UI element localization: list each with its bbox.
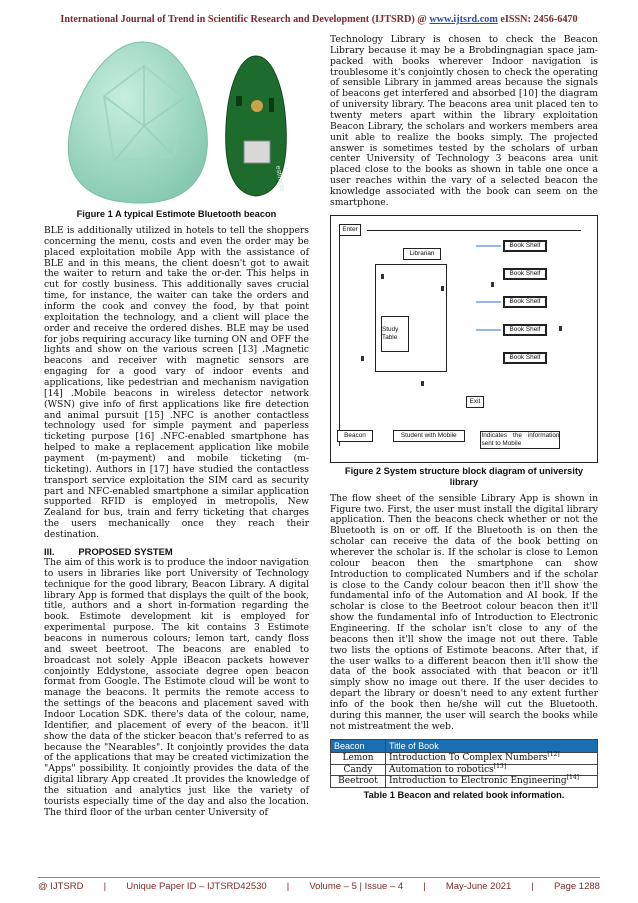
book-title: Introduction To Complex Numbers bbox=[389, 753, 548, 764]
book-shelf: Book Shelf bbox=[503, 324, 547, 336]
book-title: Automation to robotics bbox=[389, 764, 494, 775]
issn: eISSN: 2456-6470 bbox=[500, 14, 578, 25]
signal-arrows bbox=[331, 216, 597, 416]
table-cell bbox=[386, 764, 598, 776]
footer-paper-id: Unique Paper ID – IJTSRD42530 bbox=[126, 881, 267, 892]
table-cell: Beetroot bbox=[331, 776, 386, 788]
legend bbox=[337, 430, 560, 449]
journal-url[interactable]: www.ijtsrd.com bbox=[429, 14, 498, 25]
ref: [12] bbox=[547, 751, 560, 759]
legend-student: Student with Mobile bbox=[393, 430, 465, 442]
body-paragraph: BLE is additionally utilized in hotels to tell the shoppers concerning the menu, costs and even the order may be placed exploitation mobile App with the assistance of BLE and in this means, the client doesn't got to await the waiter to return and take the or-der. This helps in cut for costly business. This additionally saves crucial time, for instance, the waiter can take the orders and inform the cook and convey the food, by that point exploitation the technology, and a client will place the order and receive the ordered dishes. BLE may be used for jobs requiring accuracy like turning ON and OFF the lights and show on the various screen [13] .Magnetic beacons and receiver with magnetic sensors are engaging for a good vary of indoor events and applications, like pedestrian and mechanism navigation [14] .Mobile beacons in wireless detector network (WSN) give info of first applications like fire detection and animal pursuit [15] .NFC is another contactless technology used for simple payment and paperless ticketing purpose [16] .NFC-enabled smartphone has helped to make a replacement application like mobile payment (m-payment) and mobile ticketing (m-ticketing). Authors in [17] have studied the contactless transport service exploitation the SIM card as security part and NFC-enabled smartphone a similar application supported RFID is employed in metropolis, New Zealand for bus, train and ferry ticketing that charges the users mechanically once they reach their destination. bbox=[44, 224, 309, 541]
footer-journal: @ IJTSRD bbox=[38, 881, 84, 892]
exit-box: Exit bbox=[466, 396, 484, 408]
book-shelf: Book Shelf bbox=[503, 268, 547, 280]
library-diagram bbox=[330, 215, 598, 463]
figure-1-caption: Figure 1 A typical Estimote Bluetooth beacon bbox=[76, 209, 277, 219]
table-cell bbox=[386, 776, 598, 788]
table-1-caption: Table 1 Beacon and related book information. bbox=[363, 790, 565, 801]
legend-beacon: Beacon bbox=[337, 430, 373, 442]
book-title: Introduction to Electronic Engineering bbox=[389, 776, 567, 787]
table-cell bbox=[386, 753, 598, 765]
figure-2-caption: Figure 2 System structure block diagram of university library bbox=[344, 465, 584, 487]
table-header-cell: Title of Book bbox=[386, 739, 598, 753]
table-cell: Lemon bbox=[331, 753, 386, 765]
table-row bbox=[331, 776, 598, 788]
section-paragraph: The aim of this work is to produce the indoor navigation to users in libraries like port University of Technology technique for the good library, Beacon Library. A digital library App is formed that displays the quilt of the book, title, authors and a short in-formation regarding the book. Estimote development kit is employed for experimental purpose. The kit contains 3 Estimote beacons in numerous colours; lemon tart, candy floss and sweet beetroot. The beacons are enabled to broadcast not solely Apple iBeacon packets however conjointly Eddystone, associate degree open beacon format from Google. The Estimote cloud will be wont to manage the beacons. It permits the remote access to the settings of the beacons and placement saved with Indoor Location SDK. there's data of the colour, name, Identifier, and placement of every of the beacon. it'll show the data of the sticker beacon that's referred to as because the "Nearables". It conjointly provides the data of the applications that may be created victimization the "Apps" possibility. It conjointly provides the data of the digital library App created .It provides the knowledge of the situation and analytics just like the variety of tourists especially time of the day and also the location. The third floor of the urban center University of bbox=[44, 556, 309, 818]
beacon-shell bbox=[68, 42, 207, 203]
ref: [13] bbox=[493, 762, 507, 770]
book-shelf: Book Shelf bbox=[503, 240, 547, 252]
journal-name: International Journal of Trend in Scientific Research and Development (IJTSRD) @ bbox=[60, 14, 427, 25]
librarian-box: Librarian bbox=[403, 248, 441, 260]
legend-info: Indicates the information sent to Mobile bbox=[481, 431, 560, 447]
estimote-beacon-illustration bbox=[44, 36, 309, 206]
body-paragraph-right: Technology Library is chosen to check the Beacon Library because it may be a Brobdingnagian space jam-packed with books wherever Indoor navigation is troublesome it's conjointly chosen to check the operating of sensible Library in jammed areas because the signals of beacons get interfered and absorbed [10] the diagram of university library. The beacons area unit placed ten to twenty meters apart within the library exploitation Beacon Library, the scholars and workers members area unit able to realize the books simply. The projected answer is sometimes tested by the scholars of urban center University of Technology 3 beacons area unit placed close to the books as shown in table one once a user reaches within the vary of a selected beacon the knowledge associated with the book can seem on the smartphone. bbox=[330, 34, 598, 208]
board-label: estimote bbox=[274, 165, 286, 193]
left-column bbox=[44, 36, 309, 819]
footer-volume: Volume – 5 | Issue – 4 bbox=[309, 881, 404, 892]
book-shelf: Book Shelf bbox=[503, 296, 547, 308]
figure-1-image bbox=[44, 36, 309, 206]
section-heading bbox=[44, 546, 309, 557]
page-footer: @ IJTSRD | Unique Paper ID – IJTSRD42530 | Volume – 5 | Issue – 4 | May-June 2021 | Page 1288 bbox=[38, 877, 600, 892]
section-number: III. bbox=[44, 545, 55, 557]
table-row bbox=[331, 753, 598, 765]
book-shelf: Book Shelf bbox=[503, 352, 547, 364]
table-row bbox=[331, 764, 598, 776]
section-title: PROPOSED SYSTEM bbox=[78, 545, 173, 557]
study-table: Study Table bbox=[381, 316, 409, 352]
table-cell: Candy bbox=[331, 764, 386, 776]
right-column bbox=[330, 35, 598, 807]
enter-box: Enter bbox=[339, 224, 361, 236]
footer-date: May-June 2021 bbox=[445, 881, 512, 892]
table-header-cell: Beacon bbox=[331, 739, 386, 753]
body-paragraph-right-2: The flow sheet of the sensible Library App is shown in Figure two. First, the user must install the digital library application. Then the beacons check whether or not the Bluetooth is on or off. If the Bluetooth is on then the scholar can receive the data of the book betting on wherever the scholar is. If the scholar is close to Lemon colour beacon then the smartphone can show Introduction to complicated Numbers and if the scholar is close to the Candy colour beacon then it'll show the fundamental info of the Automation and AI book. If the scholar is close to the Beetroot colour beacon then it'll show the fundamental info of Introduction to Electronic Engineering. If the scholar isn't close to any of the beacons then it'll show the image not out there. Table two lists the options of Estimote beacons. After that, if the user walks to a different beacon then it'll show the data of the book associated with that beacon or it'll simply show no image out there. If the user decides to depart the library or doesn't need to any extent further info of the book then he/she will cut the Bluetooth. during this manner, the user will search the books while not mistreatment the web. bbox=[330, 492, 598, 732]
table-1 bbox=[330, 739, 598, 788]
ref: [14] bbox=[566, 774, 580, 782]
page-header bbox=[0, 14, 638, 25]
footer-page: Page 1288 bbox=[553, 881, 600, 892]
